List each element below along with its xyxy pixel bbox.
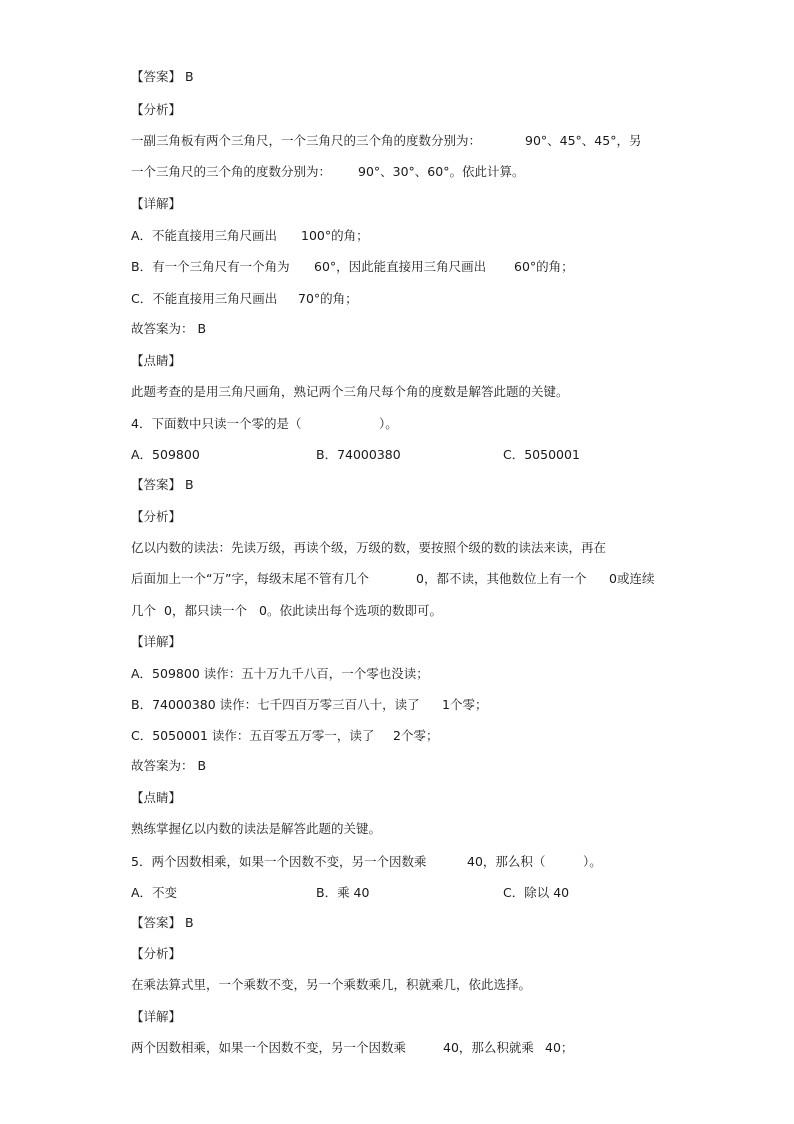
text-fragment: 90°、45°、45°，另 (525, 133, 642, 148)
text-fragment: 1个零； (442, 697, 488, 712)
option-c: C．除以 40 (503, 885, 570, 900)
key-point-heading: 【点睛】 (131, 353, 182, 368)
text-line: B．74000380 读作：七千四百万零三百八十，读了 (131, 697, 420, 712)
text-fragment: 90°、30°、60°。依此计算。 (358, 164, 525, 179)
text-line: 两个因数相乘，如果一个因数不变，另一个因数乘 (131, 1040, 407, 1055)
option-a: A．509800 (131, 447, 200, 462)
text-fragment: 0或连续 (609, 571, 655, 586)
text-line: 亿以内数的读法：先读万级，再读个级，万级的数，要按照个级的数的读法来读，再在 (131, 540, 607, 555)
text-fragment: 100°的角； (301, 228, 369, 243)
text-line: 几个 (131, 603, 157, 618)
text-fragment: 60°，因此能直接用三角尺画出 (314, 259, 487, 274)
text-fragment: 0，都不读，其他数位上有一个 (416, 571, 587, 586)
text-fragment: 60°的角； (514, 259, 574, 274)
detail-heading: 【详解】 (131, 196, 182, 211)
text-fragment: 0。依此读出每个选项的数即可。 (259, 603, 442, 618)
text-line: A．不能直接用三角尺画出 (131, 228, 278, 243)
text-line: 一副三角板有两个三角尺，一个三角尺的三个角的度数分别为： (131, 133, 482, 148)
analysis-heading: 【分析】 (131, 102, 182, 117)
key-point-heading: 【点睛】 (131, 790, 182, 805)
text-line: B．有一个三角尺有一个角为 (131, 259, 290, 274)
text-line: C．5050001 读作：五百零五万零一，读了 (131, 728, 375, 743)
text-line: 此题考查的是用三角尺画角，熟记两个三角尺每个角的度数是解答此题的关键。 (131, 384, 569, 399)
text-fragment: 40； (545, 1040, 574, 1055)
text-fragment: 0，都只读一个 (164, 603, 247, 618)
text-line: 在乘法算式里，一个乘数不变，另一个乘数乘几，积就乘几，依此选择。 (131, 977, 532, 992)
text-fragment: 2个零； (393, 728, 439, 743)
answer-label: 【答案】 B (131, 915, 194, 930)
option-b: B．74000380 (316, 447, 401, 462)
text-line: 一个三角尺的三个角的度数分别为： (131, 164, 332, 179)
analysis-heading: 【分析】 (131, 946, 182, 961)
text-line: A．509800 读作：五十万九千八百，一个零也没读； (131, 666, 429, 681)
option-a: A．不变 (131, 885, 178, 900)
question-4: 4．下面数中只读一个零的是（ (131, 416, 302, 431)
text-line: C．不能直接用三角尺画出 (131, 291, 278, 306)
text-fragment: 70°的角； (298, 291, 358, 306)
text-fragment: 40，那么积（ (467, 854, 546, 869)
text-line: 后面加上一个“万”字，每级末尾不管有几个 (131, 571, 369, 586)
option-c: C．5050001 (503, 447, 580, 462)
text-fragment: ）。 (379, 416, 398, 431)
question-5: 5．两个因数相乘，如果一个因数不变，另一个因数乘 (131, 854, 427, 869)
answer-label: 【答案】 B (131, 477, 194, 492)
detail-heading: 【详解】 (131, 1009, 182, 1024)
detail-heading: 【详解】 (131, 634, 182, 649)
answer-label: 【答案】 B (131, 69, 194, 84)
text-fragment: ）。 (583, 854, 602, 869)
analysis-heading: 【分析】 (131, 509, 182, 524)
option-b: B．乘 40 (316, 885, 370, 900)
text-line: 故答案为： B (131, 321, 207, 336)
text-fragment: 40，那么积就乘 (443, 1040, 534, 1055)
text-line: 故答案为： B (131, 758, 207, 773)
text-line: 熟练掌握亿以内数的读法是解答此题的关键。 (131, 821, 382, 836)
